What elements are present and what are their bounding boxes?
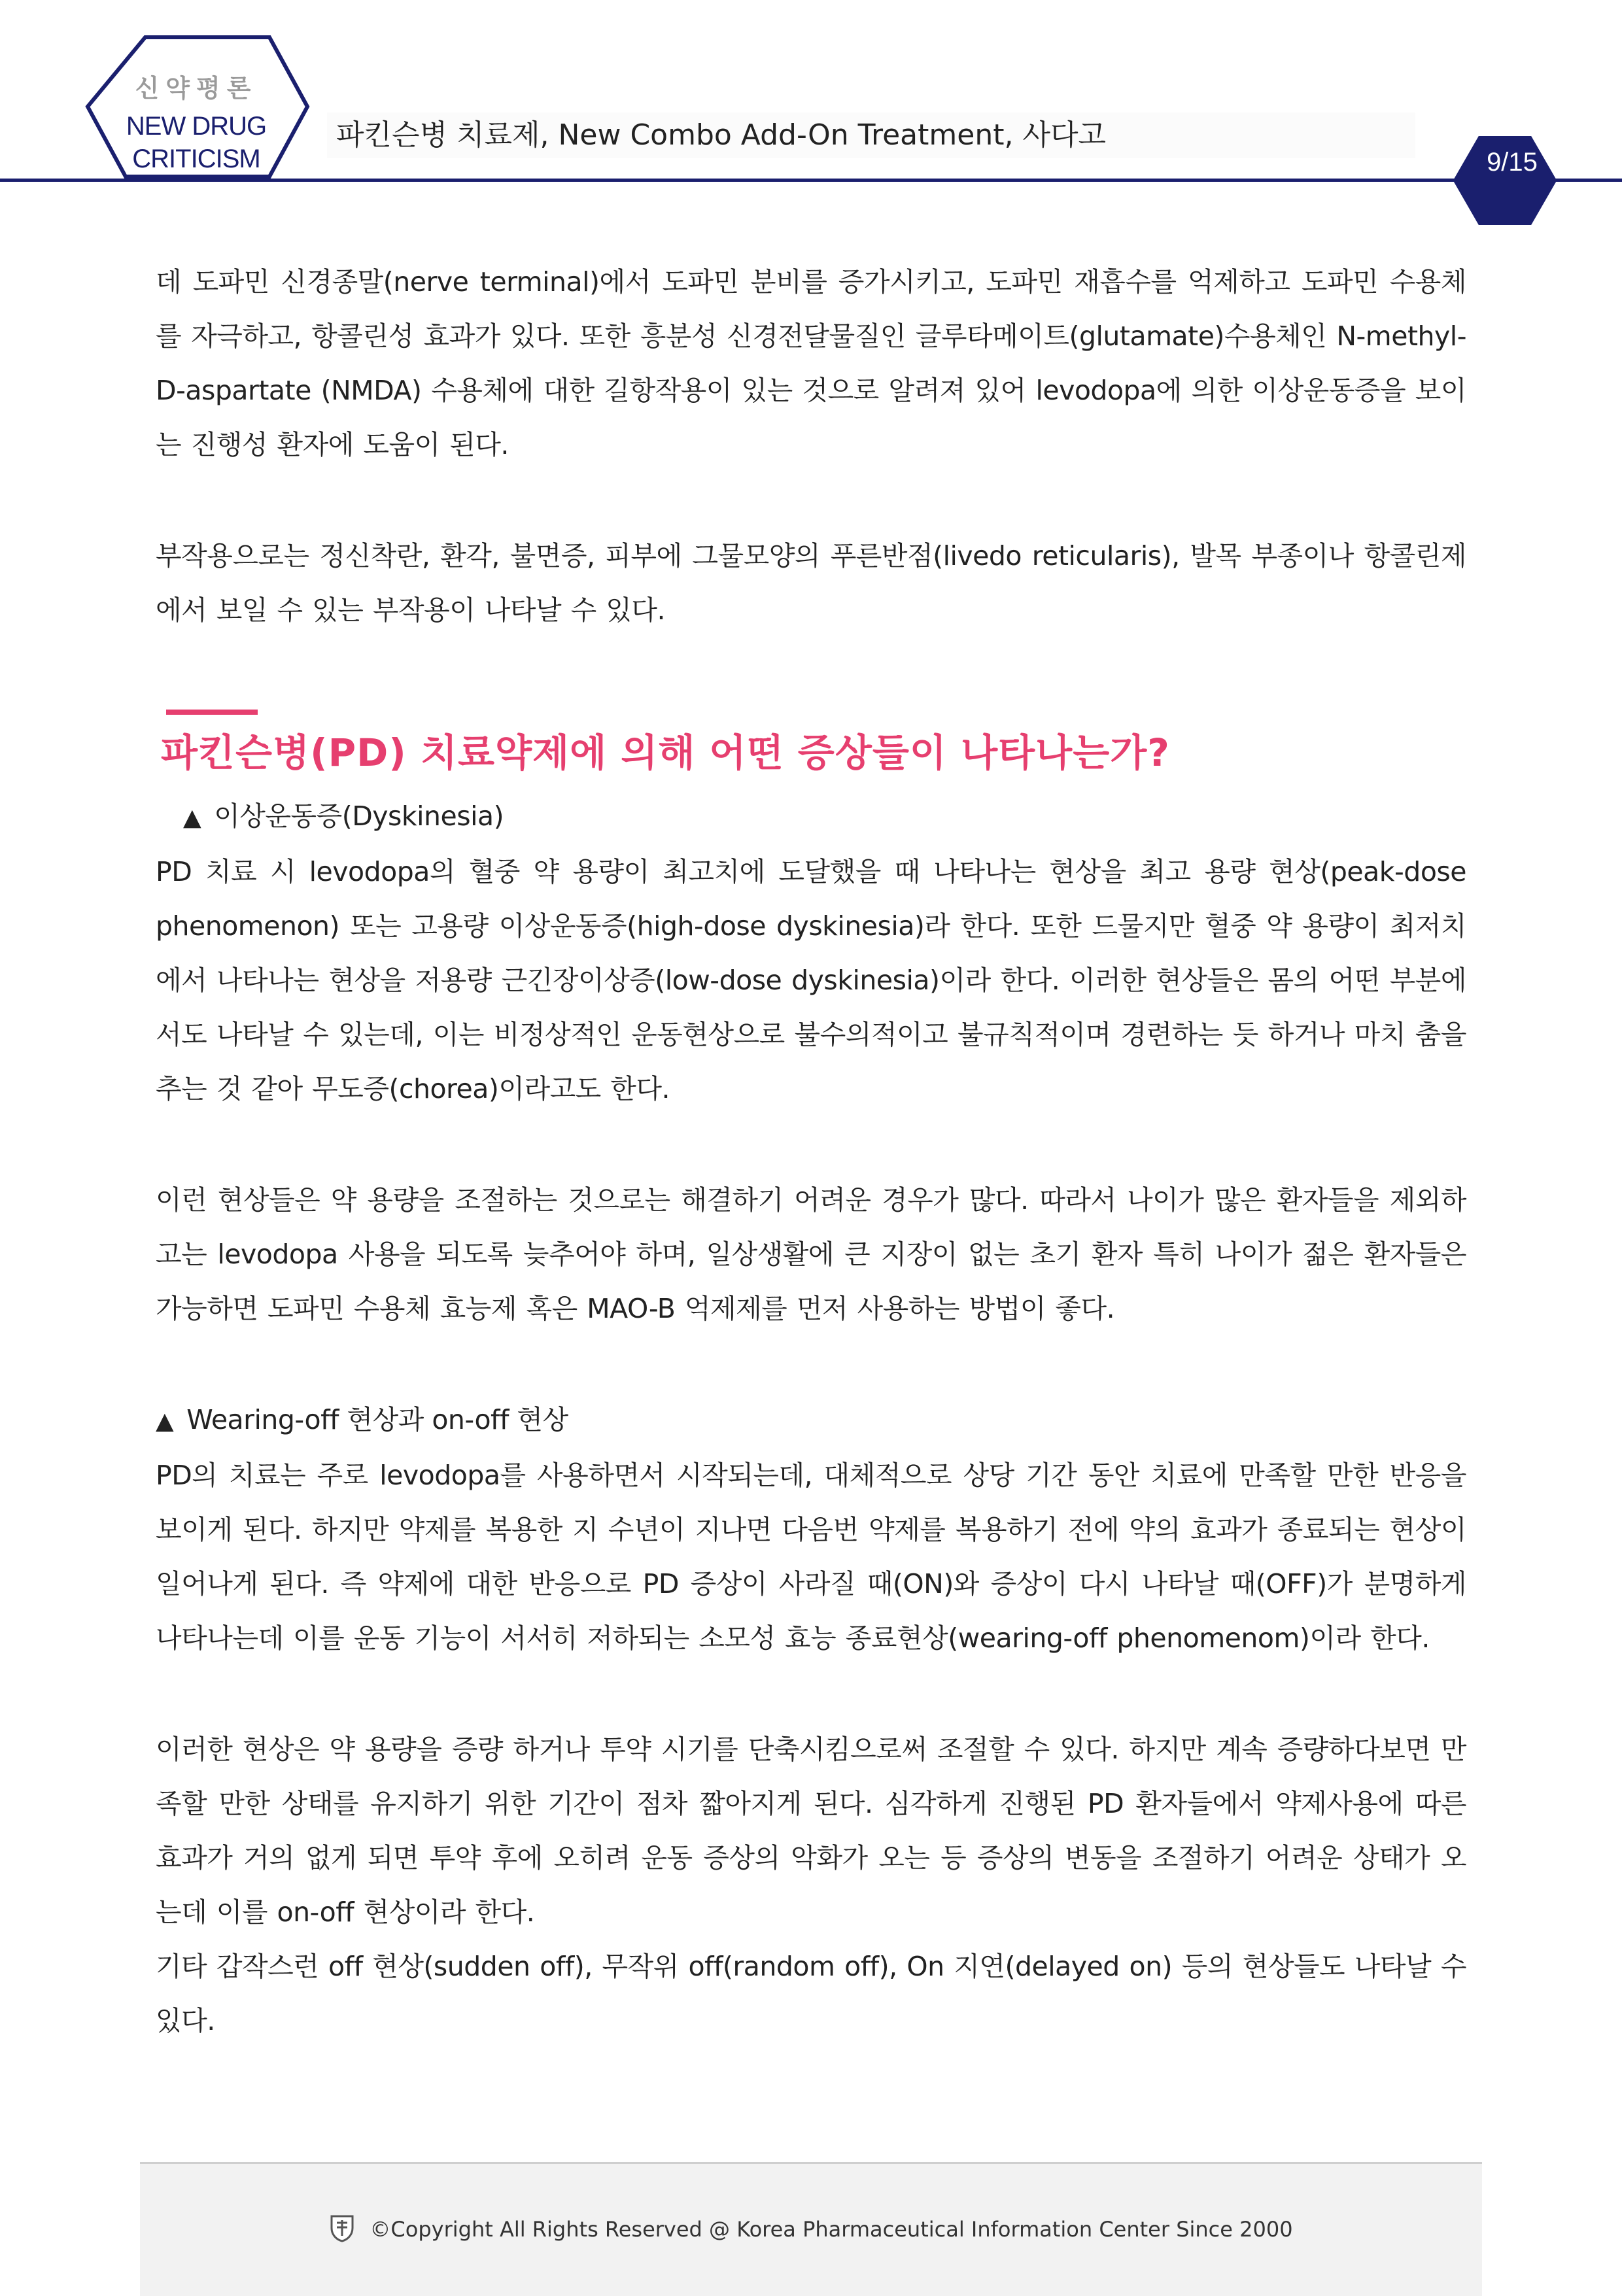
subsection-heading-text: 이상운동증(Dyskinesia)	[214, 800, 504, 832]
triangle-bullet-icon: ▲	[183, 804, 201, 831]
logo-english-line-2: CRITICISM	[132, 145, 260, 173]
body-paragraph: 이런 현상들은 약 용량을 조절하는 것으로는 해결하기 어려운 경우가 많다. 따라서 나이가 많은 환자들을 제외하고는 levodopa 사용을 되도록 늦추어야 하며, 일상생활에 큰 지장이 없는 초기 환자 특히 나이가 젊은 환자들은 가능하면 도파민 수용체 효능제 혹은 MAO-B 억제제를 먼저 사용하는 방법이 좋다.	[156, 1184, 1466, 1324]
subsection-heading	[156, 1393, 1466, 1448]
page-number: 9/15	[1487, 148, 1538, 177]
subsection-heading-text: Wearing-off 현상과 on-off 현상	[186, 1404, 568, 1435]
body-paragraph: 기타 갑작스런 off 현상(sudden off), 무작위 off(random off), On 지연(delayed on) 등의 현상들도 나타날 수 있다.	[156, 1951, 1466, 2036]
body-paragraph: PD의 치료는 주로 levodopa를 사용하면서 시작되는데, 대체적으로 상당 기간 동안 치료에 만족할 만한 반응을 보이게 된다. 하지만 약제를 복용한 지 수년이 지나면 다음번 약제를 복용하기 전에 약의 효과가 종료되는 현상이 일어나게 된다. 즉 약제에 대한 반응으로 PD 증상이 사라질 때(ON)와 증상이 다시 나타날 때(OFF)가 분명하게 나타나는데 이를 운동 기능이 서서히 저하되는 소모성 효능 종료현상(wearing-off phenomenom)이라 한다.	[156, 1460, 1466, 1654]
body-paragraph: 부작용으로는 정신착란, 환각, 불면증, 피부에 그물모양의 푸른반점(livedo reticularis), 발목 부종이나 항콜린제에서 보일 수 있는 부작용이 나타날 수 있다.	[156, 540, 1466, 626]
footer-copyright-row	[140, 2214, 1482, 2248]
korea-pharmaceutical-crest-icon	[329, 2214, 355, 2248]
logo-english-text	[98, 110, 294, 175]
document-body	[156, 255, 1466, 2048]
footer	[140, 2162, 1482, 2296]
triangle-bullet-icon: ▲	[156, 1408, 174, 1435]
logo-korean-text: 신약평론	[135, 74, 258, 103]
logo-english-line-1: NEW DRUG	[126, 112, 267, 141]
section-accent-bar	[166, 710, 258, 715]
body-paragraph: 이러한 현상은 약 용량을 증량 하거나 투약 시기를 단축시킴으로써 조절할 수 있다. 하지만 계속 증량하다보면 만족할 만한 상태를 유지하기 위한 기간이 점차 짧아지게 된다. 심각하게 진행된 PD 환자들에서 약제사용에 따른 효과가 거의 없게 되면 투약 후에 오히려 운동 증상의 악화가 오는 등 증상의 변동을 조절하기 어려운 상태가 오는데 이를 on-off 현상이라 한다.	[156, 1734, 1466, 1928]
body-paragraph: 데 도파민 신경종말(nerve terminal)에서 도파민 분비를 증가시키고, 도파민 재흡수를 억제하고 도파민 수용체를 자극하고, 항콜린성 효과가 있다. 또한 흥분성 신경전달물질인 글루타메이트(glutamate)수용체인 N-methyl-D-aspartate (NMDA) 수용체에 대한 길항작용이 있는 것으로 알려져 있어 levodopa에 의한 이상운동증을 보이는 진행성 환자에 도움이 된다.	[156, 266, 1466, 460]
header-title: 파킨슨병 치료제, New Combo Add-On Treatment, 사다고	[327, 112, 1415, 158]
section-title: 파킨슨병(PD) 치료약제에 의해 어떤 증상들이 나타나는가?	[161, 730, 1170, 775]
subsection-heading	[156, 789, 1466, 845]
copyright-text: ©Copyright All Rights Reserved @ Korea Pharmaceutical Information Center Since 2000	[370, 2217, 1293, 2242]
body-paragraph: PD 치료 시 levodopa의 혈중 약 용량이 최고치에 도달했을 때 나타나는 현상을 최고 용량 현상(peak-dose phenomenon) 또는 고용량 이상운동증(high-dose dyskinesia)라 한다. 또한 드물지만 혈중 약 용량이 최저치에서 나타나는 현상을 저용량 근긴장이상증(low-dose dyskinesia)이라 한다. 이러한 현상들은 몸의 어떤 부분에서도 나타날 수 있는데, 이는 비정상적인 운동현상으로 불수의적이고 불규칙적이며 경련하는 듯 하거나 마치 춤을 추는 것 같아 무도증(chorea)이라고도 한다.	[156, 856, 1466, 1105]
